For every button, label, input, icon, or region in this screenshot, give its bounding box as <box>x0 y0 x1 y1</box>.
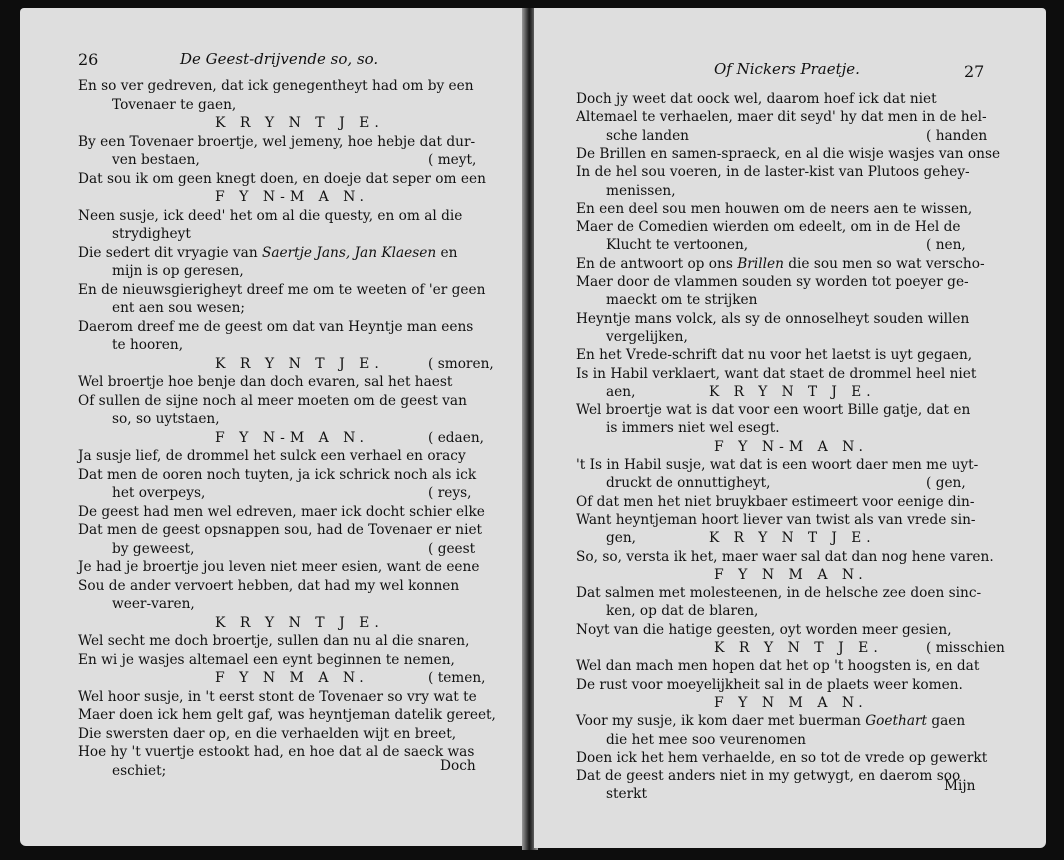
verse-line: En de antwoort op ons Brillen die sou men so wat verscho- <box>576 255 985 272</box>
verse-line: Heyntje mans volck, als sy de onnoselheyt souden willen <box>576 310 970 327</box>
verse-line: Die swersten daer op, en die verhaelden wijt en breet, <box>78 725 457 742</box>
verse-line: De geest had men wel edreven, maer ick docht schier elke <box>78 503 485 520</box>
verse-line: Of sullen de sijne noch al meer moeten om de geest van <box>78 392 467 409</box>
verse-line: Ja susje lief, de drommel het sulck een verhael en oracy <box>78 448 466 464</box>
speaker-heading: F Y N M A N. <box>215 670 369 686</box>
verse-line: De rust voor moeyelijkheit sal in de plaets weer komen. <box>576 676 963 693</box>
turnover-word: ( misschien <box>926 640 1005 656</box>
verse-line: ken, op dat de blaren, <box>606 603 759 620</box>
speaker-heading: F Y N-M A N. <box>215 189 369 205</box>
speaker-heading: K R Y N T J E. <box>709 383 876 400</box>
right-page <box>534 8 1046 848</box>
verse-line: Altemael te verhaelen, maer dit seyd' hy dat men in de hel- <box>576 109 987 126</box>
verse-line: Noyt van die hatige geesten, oyt worden meer gesien, <box>576 621 952 638</box>
verse-line: het overpeys, <box>112 485 206 501</box>
italic-name: Brillen <box>737 255 784 272</box>
verse-line: Is in Habil verklaert, want dat staet de drommel heel niet <box>576 365 977 382</box>
verse-line: ent aen sou wesen; <box>112 300 245 316</box>
speaker-heading: F Y N M A N. <box>714 566 868 583</box>
turnover-word: ( nen, <box>926 237 966 254</box>
speaker-heading: F Y N-M A N. <box>714 438 868 455</box>
turnover-word: ( reys, <box>428 485 472 501</box>
verse-line: Dat de geest anders niet in my getwygt, en daerom soo <box>576 768 961 785</box>
turnover-word: ( smoren, <box>428 355 494 372</box>
verse-line: sche landen <box>606 127 689 144</box>
verse-line: En een deel sou men houwen om de neers aen te wissen, <box>576 200 973 217</box>
speaker-heading: F Y N-M A N. <box>215 429 369 446</box>
italic-name: Goethart <box>865 713 928 730</box>
verse-line: Voor my susje, ik kom daer met buerman Goethart gaen <box>576 713 966 730</box>
verse-line: menissen, <box>606 182 676 199</box>
verse-line: Doch jy weet dat oock wel, daarom hoef ick dat niet <box>576 91 937 107</box>
verse-line: Wel dan mach men hopen dat het op 't hoogsten is, en dat <box>576 658 980 675</box>
speaker-heading: K R Y N T J E. <box>709 530 876 547</box>
verse-line: Want heyntjeman hoort liever van twist als van vrede sin- <box>576 511 976 528</box>
verse-line: En so ver gedreven, dat ick genegentheyt had om by een <box>78 78 474 94</box>
left-page <box>20 8 525 846</box>
verse-line: In de hel sou voeren, in de laster-kist van Plutoos gehey- <box>576 164 970 181</box>
verse-line: mijn is op geresen, <box>112 263 244 279</box>
verse-line: Doen ick het hem verhaelde, en so tot de vrede op gewerkt <box>576 749 988 766</box>
verse-line: weer-varen, <box>112 596 195 612</box>
verse-line: Daerom dreef me de geest om dat van Heyntje man eens <box>78 318 474 335</box>
verse-line: So, so, versta ik het, maer waer sal dat dan nog hene varen. <box>576 548 994 565</box>
turnover-word: ( handen <box>926 127 988 144</box>
verse-line: Maer doen ick hem gelt gaf, was heyntjeman datelik gereet, <box>78 707 496 723</box>
verse-line: En wi je wasjes altemael een eynt beginnen te nemen, <box>78 651 455 668</box>
speaker-heading: F Y N M A N. <box>714 694 868 711</box>
verse-line: die het mee soo veurenomen <box>606 731 806 748</box>
verse-line: Maer de Comedien wierden om edeelt, om in de Hel de <box>576 219 961 236</box>
verse-line: Sou de ander vervoert hebben, dat had my wel konnen <box>78 577 460 594</box>
verse-line: Wel secht me doch broertje, sullen dan nu al die snaren, <box>78 633 470 649</box>
verse-line: Dat men de ooren noch tuyten, ja ick schrick noch als ick <box>78 466 477 483</box>
left-running-title: De Geest-drijvende so, so. <box>180 50 379 68</box>
verse-line: gen, <box>606 530 637 547</box>
verse-line: aen, <box>606 383 636 400</box>
verse-line: druckt de onnuttigheyt, <box>606 475 771 492</box>
verse-line: Dat salmen met molesteenen, in de helsche zee doen sinc- <box>576 585 982 602</box>
verse-line: vergelijken, <box>606 328 688 345</box>
verse-line: Wel hoor susje, in 't eerst stont de Tovenaer so vry wat te <box>78 688 477 705</box>
right-catchword: Mijn <box>944 778 976 794</box>
turnover-word: ( gen, <box>926 475 966 492</box>
verse-line: Dat sou ik om geen knegt doen, en doeje dat seper om een <box>78 170 486 187</box>
turnover-word: ( temen, <box>428 670 486 686</box>
verse-line: Je had je broertje jou leven niet meer esien, want de eene <box>78 559 480 575</box>
verse-line: Wel broertje hoe benje dan doch evaren, sal het haest <box>78 374 453 390</box>
right-running-title: Of Nickers Praetje. <box>714 60 860 78</box>
verse-line: Dat men de geest opsnappen sou, had de Tovenaer er niet <box>78 522 483 538</box>
left-page-number: 26 <box>78 50 99 69</box>
speaker-heading: K R Y N T J E. <box>215 115 384 131</box>
verse-line: Of dat men het niet bruykbaer estimeert voor eenige din- <box>576 493 975 510</box>
speaker-heading: K R Y N T J E. <box>714 640 883 656</box>
verse-line: Maer door de vlammen souden sy worden tot poeyer ge- <box>576 274 969 290</box>
verse-line: De Brillen en samen-spraeck, en al die wisje wasjes van onse <box>576 145 1001 162</box>
verse-line: ven bestaen, <box>112 152 200 168</box>
verse-line: so, so uytstaen, <box>112 411 220 427</box>
turnover-word: ( geest <box>428 540 476 557</box>
speaker-heading: K R Y N T J E. <box>215 355 384 372</box>
verse-line: En de nieuwsgierigheyt dreef me om te weeten of 'er geen <box>78 281 486 298</box>
verse-line: Klucht te vertoonen, <box>606 237 749 254</box>
turnover-word: ( meyt, <box>428 152 477 168</box>
verse-line: Wel broertje wat is dat voor een woort Bille gatje, dat en <box>576 402 971 419</box>
verse-line: te hooren, <box>112 337 184 353</box>
verse-line: sterkt <box>606 786 647 803</box>
speaker-heading: K R Y N T J E. <box>215 614 384 631</box>
verse-line: Tovenaer te gaen, <box>112 96 237 113</box>
verse-line: is immers niet wel esegt. <box>606 420 780 437</box>
verse-line: By een Tovenaer broertje, wel jemeny, hoe hebje dat dur- <box>78 133 476 150</box>
verse-line: eschiet; <box>112 762 167 779</box>
verse-line: Neen susje, ick deed' het om al die questy, en om al die <box>78 207 463 224</box>
italic-name: Saertje Jans, Jan Klaesen <box>262 244 437 261</box>
verse-line: En het Vrede-schrift dat nu voor het laetst is uyt gegaen, <box>576 347 973 364</box>
verse-line: Die sedert dit vryagie van Saertje Jans, Jan Klaesen en <box>78 244 458 261</box>
turnover-word: ( edaen, <box>428 429 484 446</box>
verse-line: strydigheyt <box>112 226 191 242</box>
verse-line: by geweest, <box>112 540 195 557</box>
right-page-number: 27 <box>964 62 985 81</box>
verse-line: maeckt om te strijken <box>606 292 758 309</box>
left-catchword: Doch <box>440 758 476 774</box>
verse-line: Hoe hy 't vuertje estookt had, en hoe dat al de saeck was <box>78 744 475 760</box>
verse-line: 't Is in Habil susje, wat dat is een woort daer men me uyt- <box>576 457 979 473</box>
